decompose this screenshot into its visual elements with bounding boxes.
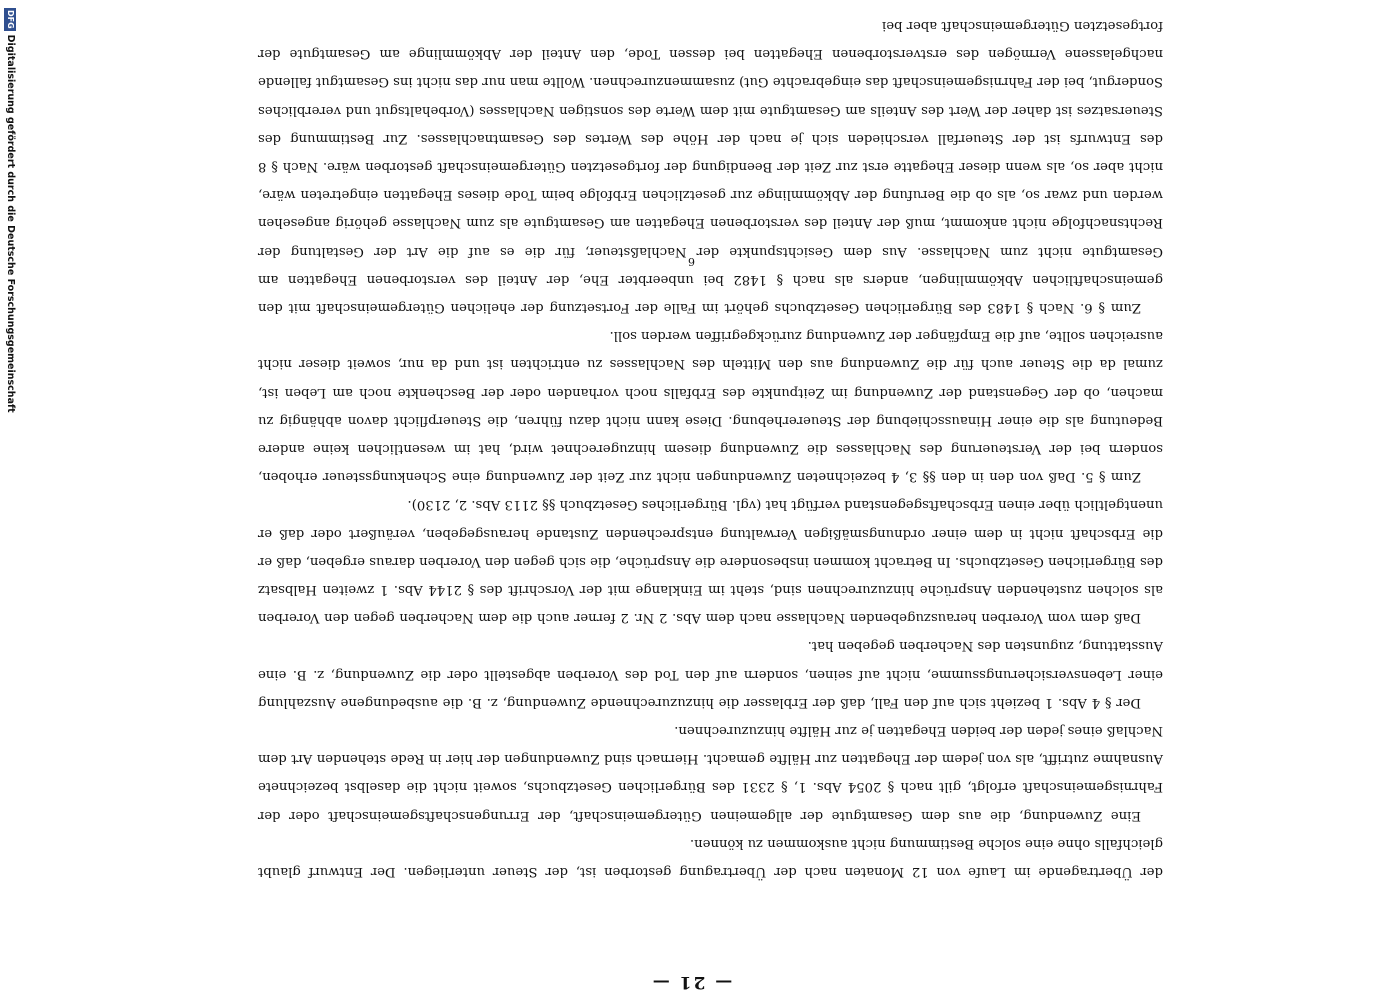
paragraph: Daß dem vom Vorerben herauszugebenden Nachlasse nach dem Abs. 2 Nr. 2 ferner auch die dem Nacherben gegen den Vorerben als solchen zustehenden Ansprüche hinzuzurechnen sind, steht im Einklange mit der Vorschrift des § 2144 Abs. 1 zweiten Halbsatz des Bürgerlichen Gesetzbuchs. In Betracht kommen insbesondere die Ansprüche, die sich gegen den Vorerben daraus ergeben, daß er die Erbschaft nicht in dem einer ordnungsmäßigen Verwaltung entsprechenden Zustande herausgegeben, veräußert oder daß er unentgeltlich über einen Erbschaftsgegenstand verfügt hat (vgl. Bürgerliches Gesetzbuch §§ 2113 Abs. 2, 2130). xyxy=(258,497,1163,626)
paragraph: Zum § 6. Nach § 1483 des Bürgerlichen Gesetzbuchs gehört im Falle der Fortsetzung der ehelichen Gütergemeinschaft mit den gemeinschaftlichen Abkömmlingen, anders als nach § 1482 bei unbeerbter Ehe, der Anteil des verstorbenen Ehegatten am Gesamtgute nicht zum Nachlasse. Aus dem Gesichtspunkte der Nachlaßsteuer, für die es auf die Art der Gestaltung der Rechtsnachfolge nicht ankommt, muß der Anteil des verstorbenen Ehegatten am Gesamtgute als zum Nachlasse gehörig angesehen werden und zwar so, als ob die Berufung der Abkömmlinge zur gesetzlichen Erbfolge beim Tode dieses Ehegatten eingetreten wäre, nicht aber so, als wenn dieser Ehegatte erst zur Zeit der Beendigung der fortgesetzten Gütergemeinschaft gestorben wäre. Nach § 8 des Entwurfs ist der Steuerfall verschieden sich je nach der Höhe des Wertes des Gesamtnachlasses. Zur Bestimmung des Steuersatzes ist daher der Wert des Anteils am Gesamtgute mit dem Werte des sonstigen Nachlasses (Vorbehaltsgut und vererbliches Sondergut, bei der Fahrnisgemeinschaft das eingebrachte Gut) zusammenzurechnen. Wollte man nur das nicht ins Gesamtgut fallende nachgelassene Vermögen des erstverstorbenen Ehegatten bei dessen Tode, den Anteil der Abkömmlinge am Gesamtgute der fortgesetzten Gütergemeinschaft aber bei xyxy=(258,17,1163,315)
dfg-logo: DFG xyxy=(6,10,15,29)
paragraph: der Übertragende im Laufe von 12 Monaten nach der Übertragung gestorben ist, der Steuer unterliegen. Der Entwurf glaubt gleichfalls ohne eine solche Bestimmung nicht auskommen zu können. xyxy=(258,835,1163,879)
credit-label: Digitalisierung gefördert durch die Deutsche Forschungsgemeinschaft xyxy=(5,34,16,413)
paragraph: Zum § 5. Daß von den in den §§ 3, 4 bezeichneten Zuwendungen nicht zur Zeit der Zuwendung eine Schenkungssteuer erhoben, sondern bei der Versteuerung des Nachlasses die Zuwendung diesem hinzugerechnet wird, hat im wesentlichen keine andere Bedeutung als die einer Hinausschiebung der Steuererhebung. Diese kann nicht dazu führen, die Steuerpflicht davon abhängig zu machen, ob der Gegenstand der Zuwendung im Zeitpunkte des Erbfalls noch vorhanden oder der Beschenkte noch am Leben ist, zumal da die Steuer auch für die Zuwendung aus den Mitteln des Nachlasses zu entrichten ist und da nur, soweit dieser nicht ausreichen sollte, auf die Empfänger der Zuwendung zurückgegriffen werden soll. xyxy=(258,328,1163,485)
page-number: — 21 — xyxy=(650,972,733,992)
paragraph: Eine Zuwendung, die aus dem Gesamtgute der allgemeinen Gütergemeinschaft, der Errungenschaftsgemeinschaft oder der Fahrnisgemeinschaft erfolgt, gilt nach § 2054 Abs. 1, § 2331 des Bürgerlichen Gesetzbuchs, soweit nicht die daselbst bezeichnete Ausnahme zutrifft, als von jedem der Ehegatten zur Hälfte gemacht. Hiernach sind Zuwendungen der hier in Rede stehenden Art dem Nachlaß eines jeden der beiden Ehegatten je zur Hälfte hinzuzurechnen. xyxy=(258,722,1163,823)
digitization-credit xyxy=(0,0,16,1000)
body-text xyxy=(258,11,1163,885)
sheet-signature: 6 xyxy=(688,255,695,268)
paragraph: Der § 4 Abs. 1 bezieht sich auf den Fall, daß der Erblasser die hinzuzurechnende Zuwendung, z. B. die ausbedungene Auszahlung einer Lebensversicherungssumme, nicht auf seinen, sondern auf den Tod des Vorerben abgestellt oder die Zuwendung, z. B. eine Ausstattung, zugunsten des Nacherben gegeben hat. xyxy=(258,638,1163,710)
